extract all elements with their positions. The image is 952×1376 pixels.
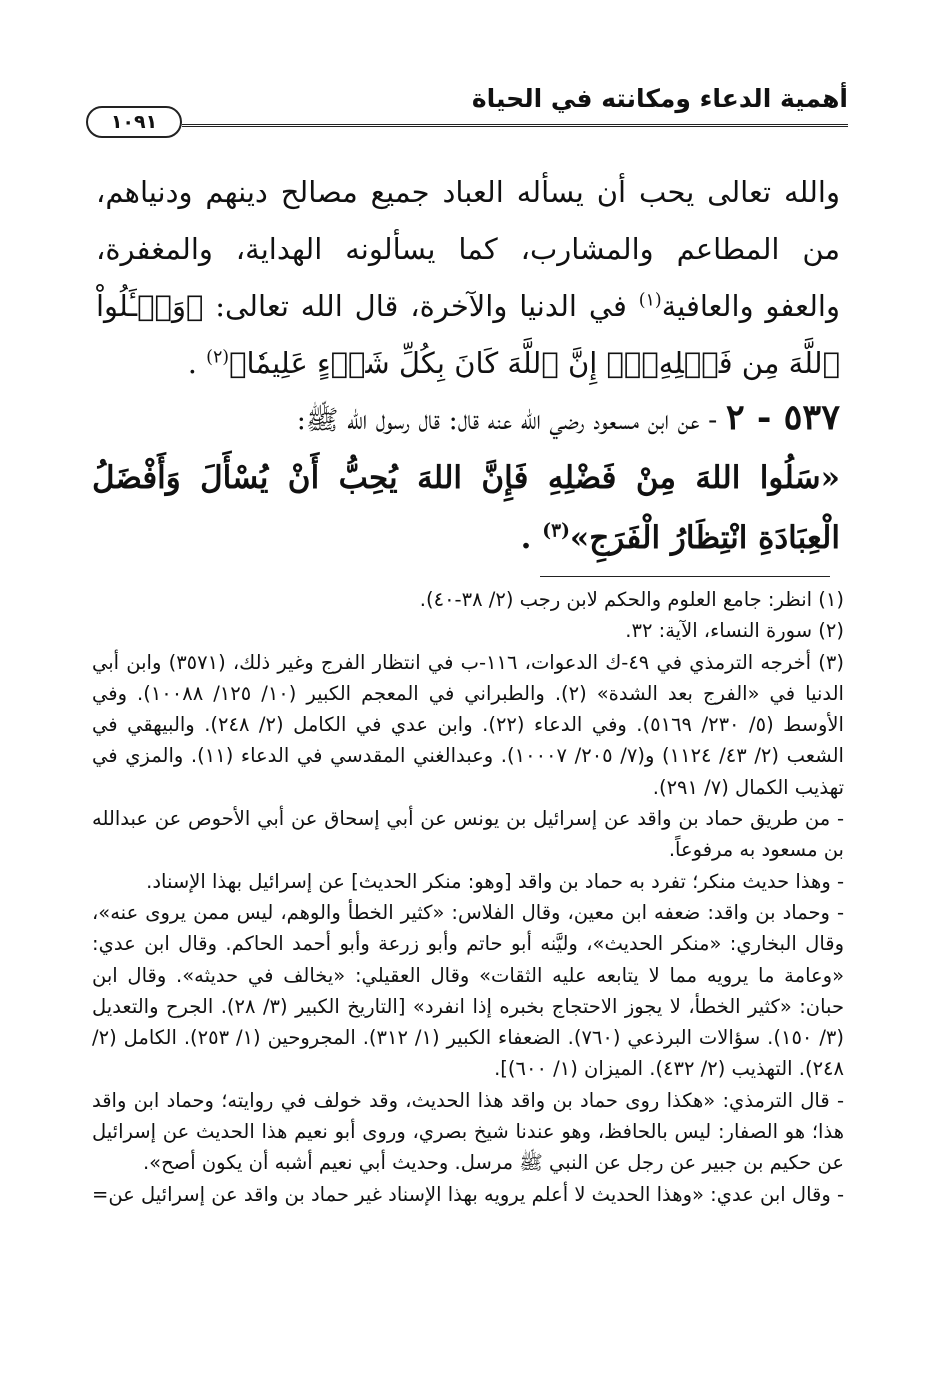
main-paragraph-quran: في الدنيا والآخرة، قال الله تعالى: ﴿وَسۡـَٔلُواْ ٱللَّهَ مِن فَضۡلِهِۦٓۚ إِنَّ ٱللَّهَ كَانَ بِكُلِّ شَيۡءٍ عَلِيمٗا﴾	[96, 289, 840, 380]
main-paragraph-end: .	[187, 346, 207, 380]
hadith-text	[92, 448, 840, 568]
main-paragraph-text: والله تعالى يحب أن يسأله العباد جميع مصالح دينهم ودنياهم، من المطاعم والمشارب، كما يسألونه الهداية، والمغفرة، والعفو والعافية	[96, 175, 840, 323]
footnotes	[92, 584, 844, 1210]
footnote-paragraph-chain: - من طريق حماد بن واقد عن إسرائيل بن يونس عن أبي إسحاق عن أبي الأحوص عن عبدالله بن مسعود به مرفوعاً.	[92, 807, 844, 862]
footnote-ref-3: (٣)	[542, 520, 570, 542]
footnote-3: (٣) أخرجه الترمذي في ٤٩-ك الدعوات، ١١٦-ب في انتظار الفرج وغير ذلك، (٣٥٧١) وابن أبي الدنيا في «الفرج بعد الشدة» (٢). والطبراني في المعجم الكبير (١٠/ ١٢٥/ ١٠٠٨٨). وفي الأوسط (٥/ ٢٣٠/ ٥١٦٩). وفي الدعاء (٢٢). وابن عدي في الكامل (٢/ ٢٤٨). والبيهقي في الشعب (٢/ ٤٣/ ١١٢٤) و(٧/ ٢٠٥/ ١٠٠٠٧). وعبدالغني المقدسي في الدعاء (١١). والمزي في تهذيب الكمال (٧/ ٢٩١).	[92, 650, 844, 799]
hadith-intro: - عن ابن مسعود رضي الله عنه قال: قال رسول الله ﷺ:	[296, 405, 726, 436]
footnote-2: (٢) سورة النساء، الآية: ٣٢.	[625, 619, 844, 643]
hadith-block	[92, 390, 840, 568]
hadith-text-body: «سَلُوا اللهَ مِنْ فَضْلِهِ فَإِنَّ اللهَ يُحِبُّ أَنْ يُسْأَلَ وَأَفْضَلُ الْعِبَادَةِ انْتِظَارُ الْفَرَجِ»	[92, 460, 840, 556]
header-title: أهمية الدعاء ومكانته في الحياة	[471, 84, 848, 113]
footnote-separator	[540, 576, 830, 577]
footnote-paragraph-tirmidhi: - قال الترمذي: «هكذا روى حماد بن واقد هذا الحديث، وقد خولف في روايته؛ وحماد ابن واقد هذا؛ هو الصفار: ليس بالحافظ، وهو عندنا شيخ بصري، وروى أبو نعيم هذا الحديث عن إسرائيل عن حكيم بن جبير عن رجل عن النبي ﷺ مرسل. وحديث أبي نعيم أشبه أن يكون أصح».	[92, 1088, 844, 1175]
footnote-paragraph-verdict: - وهذا حديث منكر؛ تفرد به حماد بن واقد [وهو: منكر الحديث] عن إسرائيل بهذا الإسناد.	[146, 869, 844, 893]
footnote-1: (١) انظر: جامع العلوم والحكم لابن رجب (٢/ ٣٨-٤٠).	[419, 588, 844, 611]
footnote-paragraph-narrator: - وحماد بن واقد: ضعفه ابن معين، وقال الفلاس: «كثير الخطأ والوهم، ليس ممن يروى عنه»، وقال البخاري: «منكر الحديث»، وليَّنه أبو حاتم وأبو زرعة وأبو أحمد الحاكم. وقال ابن عدي: «وعامة ما يرويه مما لا يتابعه عليه الثقات» وقال العقيلي: «يخالف في حديثه». وقال ابن حبان: «كثير الخطأ، لا يجوز الاحتجاج بخبره إذا انفرد» [التاريخ الكبير (٣/ ٢٨). الجرح والتعديل (٣/ ١٥٠). سؤالات البرذعي (٧٦٠). الضعفاء الكبير (١/ ٣١٢). المجروحين (١/ ٢٥٣). الكامل (٢/ ٢٤٨). التهذيب (٢/ ٤٣٢). الميزان (١/ ٦٠٠)].	[92, 900, 844, 1081]
footnote-ref-1: (١)	[638, 290, 662, 311]
footnote-ref-2: (٢)	[206, 347, 230, 368]
hadith-number: ٥٣٧ - ٢	[725, 397, 840, 438]
page-number: ١٠٩١	[86, 106, 182, 138]
footnote-paragraph-ibn-adi: - وقال ابن عدي: «وهذا الحديث لا أعلم يرويه بهذا الإسناد غير حماد بن واقد عن إسرائيل عن=	[91, 1182, 844, 1206]
main-paragraph	[96, 164, 840, 392]
running-header	[86, 84, 848, 142]
hadith-end: .	[520, 520, 543, 556]
header-rule	[182, 124, 848, 127]
